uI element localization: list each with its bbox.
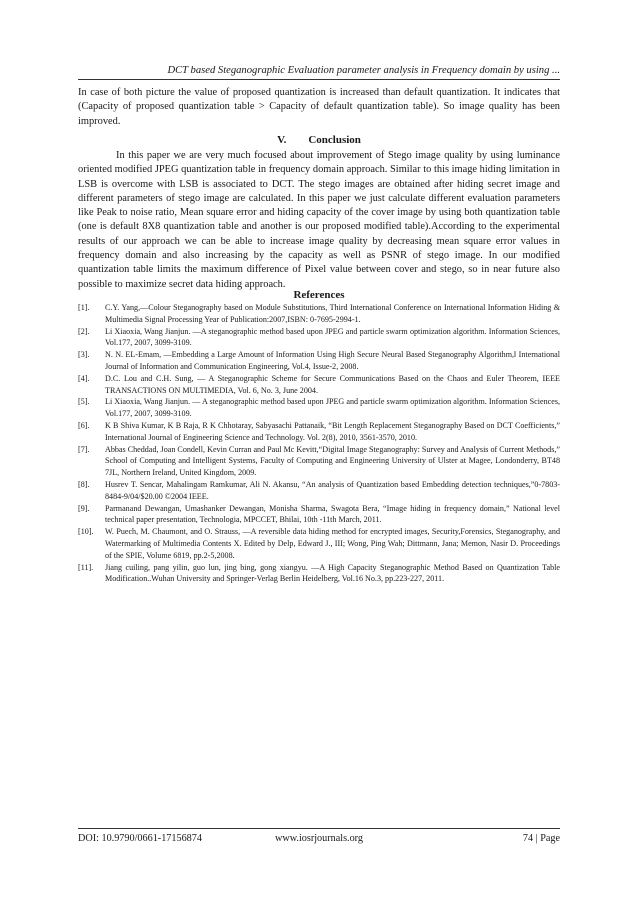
reference-number: [8]. [78,479,90,489]
reference-item [78,562,560,586]
conclusion-paragraph: In this paper we are very much focused about improvement of Stego image quality by using luminance oriented modified JPEG quantization table in frequency domain approach. Similar to this image hiding limitation in LSB is overcome with LSB is associated to DCT. The stego images are obtained after hiding secret image and different parameters of stego image are calculated. In this paper we just calculate different evaluation parameters like Peak to noise ratio, Mean square error and hiding capacity of the cover image by using both quantization table (one is default 8X8 quantization table and another is our proposed modified table).According to the experimental results of our approach we can be able to increase image quality by decreasing mean square error values in frequency domain and also increasing by the capacity as well as PSNR of stego image. In our modified quantization table limits the maximum difference of Pixel value between cover and stego, so in near future also possible to maximize secret data hiding approach. [78,150,560,290]
references-heading: References [293,289,345,301]
reference-text: K B Shiva Kumar, K B Raja, R K Chhotaray, Sabyasachi Pattanaik, “Bit Length Replacement Steganography Based on DCT Coefficients,” International Journal of Engineering Science and Technology. Vol. 2(8), 2010, 3561-3570, 2010. [105,420,560,442]
reference-number: [2]. [78,326,90,336]
reference-item [78,302,560,326]
footer-page-number: 74 | Page [522,833,560,844]
reference-number: [1]. [78,303,90,312]
reference-number: [4]. [78,373,90,383]
reference-number: [3]. [78,350,90,360]
footer-rule [78,828,560,829]
reference-item [78,373,560,397]
reference-text: N. N. EL-Emam, ―Embedding a Large Amount of Information Using High Secure Neural Based Steganography Algorithm,‖ International Journal of Information and Communication Engineering, Vol.4, Issue-2, 2008. [105,350,560,371]
reference-item [78,503,560,527]
reference-text: Li Xiaoxia, Wang Jianjun. ― A steganographic method based upon JPEG and particle swarm optimization algorithm. Information Sciences, Vol.177, 2007, 3099-3109. [105,397,560,419]
footer-website: www.iosrjournals.org [274,833,363,844]
reference-text: D.C. Lou and C.H. Sung, ― A Steganographic Scheme for Secure Communications Based on the Chaos and Euler Theorem, IEEE TRANSACTIONS ON MULTIMEDIA, Vol. 6, No. 3, June 2004. [105,373,560,395]
section-number: V. [277,134,287,146]
reference-text: Parmanand Dewangan, Umashanker Dewangan, Monisha Sharma, Swagota Bera, “Image hiding in frequency domain,” National level technical paper presentation, Technologia, MPCCET, Bhilai, 10th -11th March, 2011. [105,503,560,525]
reference-item [78,396,560,420]
reference-text: C.Y. Yang,―Colour Steganography based on Module Substitutions, Third International Conference on International Information Hiding & Multimedia Signal Processing Year of Publication:2007,ISBN: 0-7695-2994-1. [105,303,560,324]
reference-text: W. Puech, M. Chaumont, and O. Strauss, ―A reversible data hiding method for encrypted images, Security,Forensics, Steganography, and Watermarking of Multimedia Contents X. Edited by Delp, Edward J., III; Wong, Ping Wah; Dittmann, Jana; Memon, Nasir D. Proceedings of the SPIE, Volume 6819, pp.2-5,2008. [105,527,560,560]
running-header: DCT based Steganographic Evaluation parameter analysis in Frequency domain by using ... [167,65,560,76]
section-heading [78,133,560,147]
reference-number: [5]. [78,397,90,407]
reference-number: [10]. [78,527,94,537]
reference-item [78,479,560,503]
reference-text: Abbas Cheddad, Joan Condell, Kevin Curran and Paul Mc Kevitt,“Digital Image Steganography: Survey and Analysis of Current Methods,” School of Computing and Intelligent Systems, Faculty of Computing and Engineering University of Ulster at Magee, Londonderry, BT48 7JL, Northern Ireland, United Kingdom, 2009. [105,444,560,478]
reference-item [78,326,560,350]
reference-list [78,302,560,585]
reference-item [78,420,560,444]
reference-item [78,444,560,479]
reference-number: [9]. [78,503,90,513]
reference-item [78,349,560,373]
reference-number: [11]. [78,562,94,572]
reference-text: Li Xiaoxia, Wang Jianjun. ―A steganographic method based upon JPEG and particle swarm optimization algorithm. Information Sciences, Vol.177, 2007, 3099-3109. [105,326,560,348]
footer-doi: DOI: 10.9790/0661-17156874 [78,833,202,844]
intro-paragraph: In case of both picture the value of proposed quantization is increased than default quantization. It indicates that (Capacity of proposed quantization table > Capacity of default quantization table). So image quality has been improved. [78,87,560,127]
reference-number: [6]. [78,420,90,430]
header-rule [78,79,560,80]
reference-text: Husrev T. Sencar, Mahalingam Ramkumar, Ali N. Akansu, “An analysis of Quantization based Embedding detection techniques,”0-7803-8484-9/04/$20.00 ©2004 IEEE. [105,479,560,501]
section-title: Conclusion [308,134,361,146]
reference-number: [7]. [78,444,90,454]
reference-item [78,526,560,561]
reference-text: Jiang cuiling, pang yilin, guo lun, jing bing, gong xiangyu. ―A High Capacity Steganographic Method Based on Quantization Table Modification..Wuhan University and Springer-Verlag Berlin Heidelberg, Vol.16 No.3, pp.223-227, 2011. [105,562,560,584]
